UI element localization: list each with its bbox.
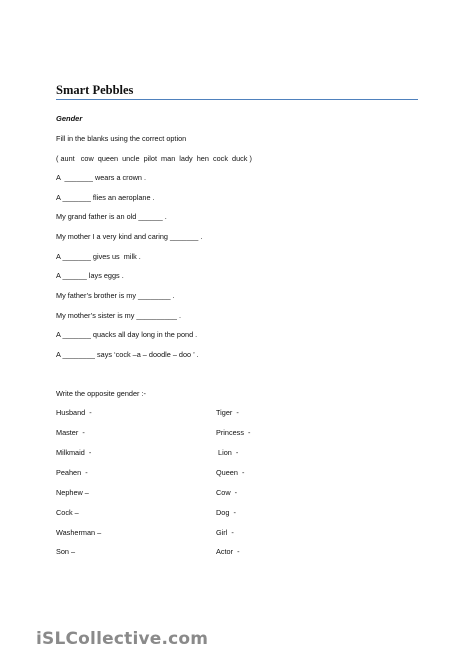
left-word-2: Master - (56, 428, 85, 437)
sentence-10: A ________ says ‘cock –a – doodle – doo ’ . (56, 350, 199, 359)
section-heading: Gender (56, 114, 83, 123)
sentence-2: A _______ flies an aeroplane . (56, 193, 155, 202)
sentence-8: My mother’s sister is my __________ . (56, 311, 182, 320)
right-word-7: Girl - (216, 528, 234, 537)
left-word-4: Peahen - (56, 468, 88, 477)
left-word-5: Nephew – (56, 488, 89, 497)
sentence-9: A _______ quacks all day long in the pond . (56, 330, 198, 339)
sentence-6: A ______ lays eggs . (56, 271, 124, 280)
title-divider (56, 99, 418, 100)
left-word-7: Washerman – (56, 528, 102, 537)
right-word-3: Lion - (216, 448, 239, 457)
right-word-4: Queen - (216, 468, 245, 477)
options-list: ( aunt cow queen uncle pilot man lady hen cock duck ) (56, 154, 252, 163)
sentence-5: A _______ gives us milk . (56, 252, 141, 261)
sentence-3: My grand father is an old ______ . (56, 212, 167, 221)
instruction-text: Fill in the blanks using the correct option (56, 134, 187, 143)
right-word-8: Actor - (216, 547, 240, 556)
right-word-2: Princess - (216, 428, 251, 437)
left-word-3: Milkmaid - (56, 448, 92, 457)
sentence-1: A _______ wears a crown . (56, 173, 147, 182)
left-word-6: Cock – (56, 508, 79, 517)
sentence-4: My mother I a very kind and caring _______ . (56, 232, 203, 241)
sentence-7: My father’s brother is my ________ . (56, 291, 175, 300)
site-watermark: iSLCollective.com (36, 629, 209, 649)
left-word-8: Son – (56, 547, 76, 556)
worksheet-title: Smart Pebbles (56, 83, 134, 97)
right-word-5: Cow - (216, 488, 238, 497)
left-word-1: Husband - (56, 408, 92, 417)
right-word-1: Tiger - (216, 408, 239, 417)
right-word-6: Dog - (216, 508, 236, 517)
opposite-gender-heading: Write the opposite gender :- (56, 389, 146, 398)
